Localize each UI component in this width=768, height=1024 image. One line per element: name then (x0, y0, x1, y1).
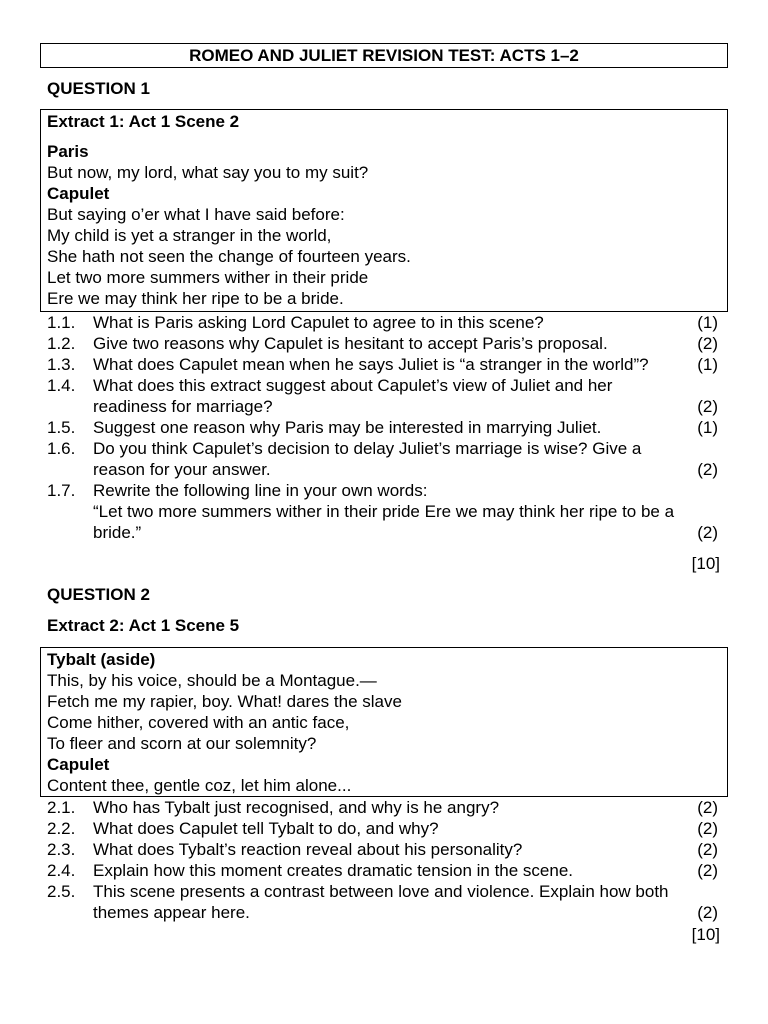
question-text: What does Capulet tell Tybalt to do, and why? (93, 819, 439, 838)
question-2-total: [10] (691, 925, 720, 944)
question-number: 1.2. (47, 334, 76, 353)
question-text: This scene presents a contrast between love and violence. Explain how both (93, 882, 669, 901)
extract-line: Let two more summers wither in their pride (47, 268, 369, 287)
question-mark: (2) (697, 460, 718, 479)
extract-2-title: Extract 2: Act 1 Scene 5 (47, 616, 240, 635)
question-text-continued: “Let two more summers wither in their pride Ere we may think her ripe to be a (93, 502, 675, 521)
question-text: What is Paris asking Lord Capulet to agree to in this scene? (93, 313, 544, 332)
question-number: 2.1. (47, 798, 76, 817)
question-text-continued: readiness for marriage? (93, 397, 273, 416)
question-number: 2.4. (47, 861, 76, 880)
extract-line: My child is yet a stranger in the world, (47, 226, 332, 245)
question-mark: (2) (697, 523, 718, 542)
question-text: Who has Tybalt just recognised, and why is he angry? (93, 798, 500, 817)
document-title: ROMEO AND JULIET REVISION TEST: ACTS 1–2 (40, 43, 728, 68)
question-mark: (2) (697, 861, 718, 880)
extract-line: She hath not seen the change of fourteen years. (47, 247, 411, 266)
extract-line: To fleer and scorn at our solemnity? (47, 734, 317, 753)
extract-line: Ere we may think her ripe to be a bride. (47, 289, 344, 308)
question-mark: (1) (697, 418, 718, 437)
extract-2-box (40, 647, 728, 797)
question-text: Explain how this moment creates dramatic tension in the scene. (93, 861, 574, 880)
question-text: What does Capulet mean when he says Juliet is “a stranger in the world”? (93, 355, 649, 374)
speaker-capulet: Capulet (47, 755, 110, 774)
question-number: 1.3. (47, 355, 76, 374)
question-text-continued: reason for your answer. (93, 460, 271, 479)
question-text: Do you think Capulet’s decision to delay Juliet’s marriage is wise? Give a (93, 439, 642, 458)
extract-line: Content thee, gentle coz, let him alone... (47, 776, 352, 795)
question-2-heading: QUESTION 2 (47, 585, 150, 604)
extract-line: Come hither, covered with an antic face, (47, 713, 350, 732)
question-text: What does Tybalt’s reaction reveal about his personality? (93, 840, 523, 859)
question-mark: (2) (697, 840, 718, 859)
question-1-heading: QUESTION 1 (47, 79, 150, 98)
speaker-tybalt: Tybalt (aside) (47, 650, 156, 669)
question-mark: (2) (697, 903, 718, 922)
question-text-continued: themes appear here. (93, 903, 250, 922)
extract-line: But saying o’er what I have said before: (47, 205, 345, 224)
question-mark: (1) (697, 313, 718, 332)
question-number: 1.5. (47, 418, 76, 437)
question-number: 1.1. (47, 313, 76, 332)
question-mark: (2) (697, 397, 718, 416)
question-text: What does this extract suggest about Capulet’s view of Juliet and her (93, 376, 613, 395)
question-mark: (2) (697, 798, 718, 817)
question-text-continued: bride.” (93, 523, 142, 542)
question-number: 2.3. (47, 840, 76, 859)
extract-1-box (40, 109, 728, 312)
question-1-total: [10] (691, 554, 720, 573)
question-number: 1.7. (47, 481, 76, 500)
question-number: 2.2. (47, 819, 76, 838)
extract-line: Fetch me my rapier, boy. What! dares the slave (47, 692, 402, 711)
question-mark: (2) (697, 334, 718, 353)
question-number: 1.4. (47, 376, 76, 395)
question-text: Give two reasons why Capulet is hesitant to accept Paris’s proposal. (93, 334, 608, 353)
speaker-paris: Paris (47, 142, 89, 161)
speaker-capulet: Capulet (47, 184, 110, 203)
question-mark: (2) (697, 819, 718, 838)
question-text: Rewrite the following line in your own words: (93, 481, 428, 500)
extract-line: But now, my lord, what say you to my suit? (47, 163, 369, 182)
question-number: 2.5. (47, 882, 76, 901)
extract-line: This, by his voice, should be a Montague.— (47, 671, 377, 690)
extract-1-title: Extract 1: Act 1 Scene 2 (47, 112, 240, 131)
question-text: Suggest one reason why Paris may be interested in marrying Juliet. (93, 418, 602, 437)
question-number: 1.6. (47, 439, 76, 458)
question-mark: (1) (697, 355, 718, 374)
